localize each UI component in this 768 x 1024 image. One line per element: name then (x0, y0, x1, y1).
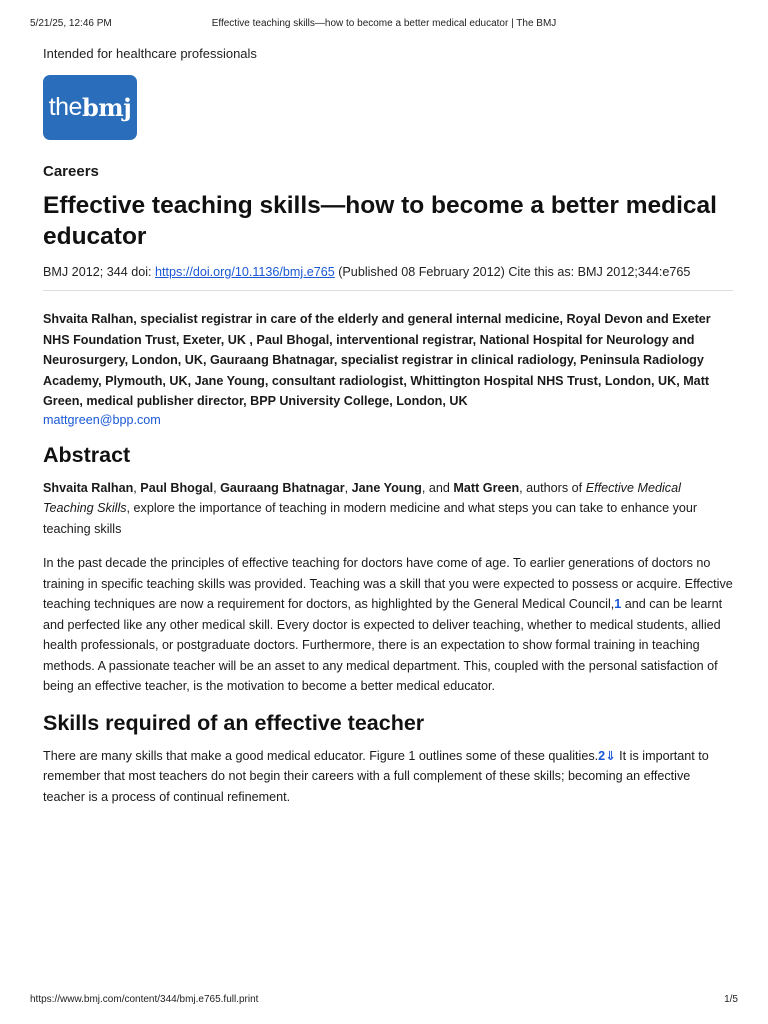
abstract-intro: Shvaita Ralhan, Paul Bhogal, Gauraang Bhatnagar, Jane Young, and Matt Green, authors of Effective Medical Teaching Skills, explore the importance of teaching in modern medicine and what steps you can take to enhance your teaching skills (43, 480, 698, 536)
reference-link-2[interactable]: 2⇓ (598, 748, 616, 763)
skills-heading: Skills required of an effective teacher (43, 710, 425, 735)
author-name: Gauraang Bhatnagar (220, 480, 345, 495)
article-content (43, 46, 733, 821)
doi-link[interactable]: https://doi.org/10.1136/bmj.e765 (155, 265, 335, 279)
author-email-link[interactable]: mattgreen@bpp.com (43, 412, 161, 427)
logo-prefix: the (48, 93, 82, 121)
citation (43, 265, 733, 291)
audience-notice: Intended for healthcare professionals (43, 46, 257, 61)
citation-prefix: BMJ 2012; 344 doi: (43, 265, 156, 279)
author-name: Jane Young (351, 480, 422, 495)
print-page-title: Effective teaching skills—how to become a better medical educator | The BMJ (211, 18, 557, 29)
author-name: Shvaita Ralhan (43, 480, 134, 495)
abstract-paragraph: In the past decade the principles of effective teaching for doctors have come of age. To earlier generations of doctors no training in specific teaching skills was provided. Teaching was a skill that you were expected to possess or acquire. Effective teaching techniques are now a requirement for doctors, as highlighted by the General Medical Council,1 and can be learnt and perfected like any other medical skill. Every doctor is expected to deliver teaching, whether to medical students, allied health professionals, or postgraduate doctors. Furthermore, there is an expectation to show formal training in teaching methods. A passionate teacher will be an asset to any medical department. This, coupled with the personal satisfaction of being an effective teacher, is the motivation to become a better medical educator. (43, 556, 733, 693)
citation-suffix: (Published 08 February 2012) Cite this as: BMJ 2012;344:e765 (334, 265, 691, 279)
page-number: 1/5 (724, 994, 738, 1005)
logo-name: bmj (81, 93, 132, 122)
abstract-heading: Abstract (43, 442, 131, 467)
print-datetime: 5/21/25, 12:46 PM (30, 18, 112, 29)
section-label: Careers (43, 163, 99, 180)
print-header (30, 18, 738, 32)
reference-link-1[interactable]: 1 (614, 597, 622, 611)
print-footer (30, 994, 738, 1008)
author-name: Paul Bhogal (140, 480, 214, 495)
print-url: https://www.bmj.com/content/344/bmj.e765.full.print (30, 994, 259, 1005)
bmj-logo[interactable] (43, 75, 137, 140)
book-title: Effective Medical Teaching Skills (43, 480, 681, 515)
article-title: Effective teaching skills—how to become a better medical educator (43, 192, 717, 250)
author-name: Matt Green (453, 480, 520, 495)
author-affiliations: Shvaita Ralhan, specialist registrar in care of the elderly and general internal medicine, Royal Devon and Exeter NHS Foundation Trust, Exeter, UK , Paul Bhogal, interventional registrar, National Hospital for Neurology and Neurosurgery, London, UK, Gauraang Bhatnagar, specialist registrar in clinical radiology, Peninsula Radiology Academy, Plymouth, UK, Jane Young, consultant radiologist, Whittington Hospital NHS Trust, London, UK, Matt Green, medical publisher director, BPP University College, London, UK (43, 312, 711, 408)
skills-paragraph: There are many skills that make a good medical educator. Figure 1 outlines some of these qualities.2⇓ It is important to remember that most teachers do not begin their careers with a full complement of these skills; becoming an effective teacher is a process of continual refinement. (43, 748, 709, 804)
